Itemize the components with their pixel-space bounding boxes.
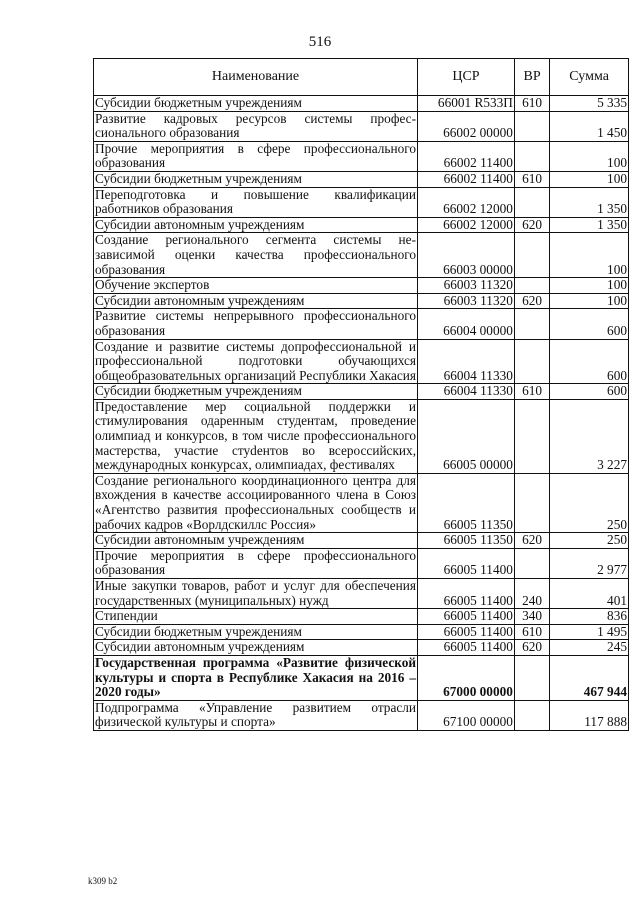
cell-csr: 66002 11400 bbox=[418, 141, 515, 171]
cell-csr: 66003 11320 bbox=[418, 293, 515, 309]
cell-sum: 117 888 bbox=[550, 700, 629, 730]
cell-vr bbox=[514, 655, 549, 700]
cell-vr bbox=[514, 233, 549, 278]
cell-vr bbox=[514, 309, 549, 339]
cell-csr: 67000 00000 bbox=[418, 655, 515, 700]
cell-name: Субсидии автономным учреждениям bbox=[94, 217, 418, 233]
cell-vr: 620 bbox=[514, 640, 549, 656]
header-vr: ВР bbox=[514, 59, 549, 96]
cell-csr: 66002 12000 bbox=[418, 187, 515, 217]
table-row bbox=[94, 187, 629, 217]
cell-name: Развитие кадровых ресурсов системы профессионального образования bbox=[95, 110, 417, 141]
cell-sum: 836 bbox=[550, 609, 629, 625]
cell-sum: 100 bbox=[550, 293, 629, 309]
table-row bbox=[94, 609, 629, 625]
cell-csr: 66002 00000 bbox=[418, 111, 515, 141]
cell-vr: 610 bbox=[514, 624, 549, 640]
cell-vr bbox=[514, 278, 549, 294]
table-row bbox=[94, 399, 629, 473]
cell-name: Создание и развитие системы допрофессиональной и профессиональной подготовки обучающихся общеобразовательных организаций Республики Хакасия bbox=[95, 338, 417, 383]
cell-vr: 340 bbox=[514, 609, 549, 625]
table-header-row bbox=[94, 59, 629, 96]
cell-sum: 1 350 bbox=[550, 217, 629, 233]
header-csr: ЦСР bbox=[418, 59, 515, 96]
cell-csr: 66004 11330 bbox=[418, 339, 515, 384]
cell-csr: 66003 11320 bbox=[418, 278, 515, 294]
cell-name: Субсидии бюджетным учреждениям bbox=[94, 384, 418, 400]
footer-code: k309 b2 bbox=[88, 876, 118, 886]
table-row bbox=[94, 700, 629, 730]
cell-csr: 66005 11350 bbox=[418, 473, 515, 532]
cell-vr bbox=[514, 111, 549, 141]
page-number: 516 bbox=[308, 34, 332, 50]
cell-sum: 600 bbox=[550, 339, 629, 384]
cell-sum: 245 bbox=[550, 640, 629, 656]
cell-name: Субсидии бюджетным учреждениям bbox=[94, 171, 418, 187]
header-sum: Сумма bbox=[550, 59, 629, 96]
cell-vr bbox=[514, 141, 549, 171]
cell-vr bbox=[514, 399, 549, 473]
table-row bbox=[94, 278, 629, 294]
table-row bbox=[94, 96, 629, 112]
cell-vr: 620 bbox=[514, 293, 549, 309]
cell-vr: 610 bbox=[514, 96, 549, 112]
cell-name: Переподготовка и повышение квалификации работников образования bbox=[95, 186, 417, 217]
cell-csr: 66004 11330 bbox=[418, 384, 515, 400]
cell-sum: 1 350 bbox=[550, 187, 629, 217]
table-row bbox=[94, 548, 629, 578]
table-row bbox=[94, 233, 629, 278]
table-row bbox=[94, 473, 629, 532]
table-row bbox=[94, 217, 629, 233]
cell-name: Субсидии бюджетным учреждениям bbox=[94, 624, 418, 640]
cell-sum: 600 bbox=[550, 309, 629, 339]
table-row bbox=[94, 141, 629, 171]
cell-csr: 66005 11400 bbox=[418, 548, 515, 578]
cell-name: Иные закупки товаров, работ и услуг для обеспечения государственных (муниципальных) нужд bbox=[95, 578, 417, 608]
cell-csr: 66005 00000 bbox=[418, 399, 515, 473]
cell-name: Развитие системы непрерывного профессионального образования bbox=[95, 308, 417, 338]
cell-name: Стипендии bbox=[94, 609, 418, 625]
cell-csr: 66003 00000 bbox=[418, 233, 515, 278]
cell-name: Прочие мероприятия в сфере профессионального образования bbox=[95, 547, 417, 578]
cell-sum: 3 227 bbox=[550, 399, 629, 473]
cell-sum: 100 bbox=[550, 233, 629, 278]
cell-sum: 250 bbox=[550, 533, 629, 549]
cell-csr: 66002 12000 bbox=[418, 217, 515, 233]
cell-sum: 1 495 bbox=[550, 624, 629, 640]
cell-sum: 1 450 bbox=[550, 111, 629, 141]
header-name: Наименование bbox=[94, 59, 418, 96]
table-row bbox=[94, 384, 629, 400]
cell-sum: 100 bbox=[550, 171, 629, 187]
table-row bbox=[94, 640, 629, 656]
cell-vr: 610 bbox=[514, 171, 549, 187]
cell-name: Обучение экспертов bbox=[94, 278, 418, 294]
cell-vr: 620 bbox=[514, 217, 549, 233]
table-row bbox=[94, 624, 629, 640]
cell-vr bbox=[514, 187, 549, 217]
table-row bbox=[94, 655, 629, 700]
cell-csr: 66001 R533П bbox=[418, 96, 515, 112]
cell-csr: 66005 11400 bbox=[418, 624, 515, 640]
cell-sum: 401 bbox=[550, 579, 629, 609]
table-row bbox=[94, 533, 629, 549]
cell-vr bbox=[514, 700, 549, 730]
table-row bbox=[94, 111, 629, 141]
table-row bbox=[94, 293, 629, 309]
cell-name: Государственная программа «Развитие физической культуры и спорта в Республике Хакасия на 2016 – 2020 годы» bbox=[95, 654, 417, 700]
cell-name: Субсидии автономным учреждениям bbox=[94, 640, 418, 656]
cell-sum: 250 bbox=[550, 473, 629, 532]
cell-sum: 2 977 bbox=[550, 548, 629, 578]
cell-vr bbox=[514, 339, 549, 384]
cell-csr: 66005 11400 bbox=[418, 609, 515, 625]
cell-csr: 66002 11400 bbox=[418, 171, 515, 187]
cell-vr: 620 bbox=[514, 533, 549, 549]
cell-sum: 100 bbox=[550, 278, 629, 294]
cell-vr bbox=[514, 473, 549, 532]
cell-sum: 600 bbox=[550, 384, 629, 400]
cell-csr: 67100 00000 bbox=[418, 700, 515, 730]
cell-csr: 66005 11350 bbox=[418, 533, 515, 549]
cell-name: Субсидии автономным учреждениям bbox=[94, 533, 418, 549]
table-row bbox=[94, 339, 629, 384]
cell-sum: 467 944 bbox=[550, 655, 629, 700]
cell-csr: 66005 11400 bbox=[418, 579, 515, 609]
cell-name: Предоставление мер социальной поддержки и стимулирования одаренным студентам, проведение олимпиад и конкурсов, в том числе профессионального мастерства, участие стуdентов во всероссийских, международных конкурсах, олимпиадах, фестивалях bbox=[95, 398, 417, 473]
cell-sum: 100 bbox=[550, 141, 629, 171]
cell-csr: 66005 11400 bbox=[418, 640, 515, 656]
cell-vr bbox=[514, 548, 549, 578]
cell-name: Создание регионального сегмента системы независимой оценки качества профессионального образования bbox=[95, 232, 417, 277]
cell-sum: 5 335 bbox=[550, 96, 629, 112]
cell-name: Субсидии бюджетным учреждениям bbox=[94, 96, 418, 112]
table-body bbox=[94, 96, 629, 731]
cell-csr: 66004 00000 bbox=[418, 309, 515, 339]
cell-name: Создание регионального координационного центра для вхождения в качестве ассоциированного члена в Союз «Агентство развития профессиональных сообществ и рабочих кадров «Ворлдскиллс Россия» bbox=[95, 472, 417, 532]
table-row bbox=[94, 171, 629, 187]
cell-name: Субсидии автономным учреждениям bbox=[94, 293, 418, 309]
budget-table bbox=[93, 58, 629, 731]
cell-vr: 610 bbox=[514, 384, 549, 400]
table-row bbox=[94, 579, 629, 609]
cell-name: Подпрограмма «Управление развитием отрасли физической культуры и спорта» bbox=[95, 699, 417, 730]
table-row bbox=[94, 309, 629, 339]
cell-name: Прочие мероприятия в сфере профессионального образования bbox=[95, 140, 417, 171]
cell-vr: 240 bbox=[514, 579, 549, 609]
